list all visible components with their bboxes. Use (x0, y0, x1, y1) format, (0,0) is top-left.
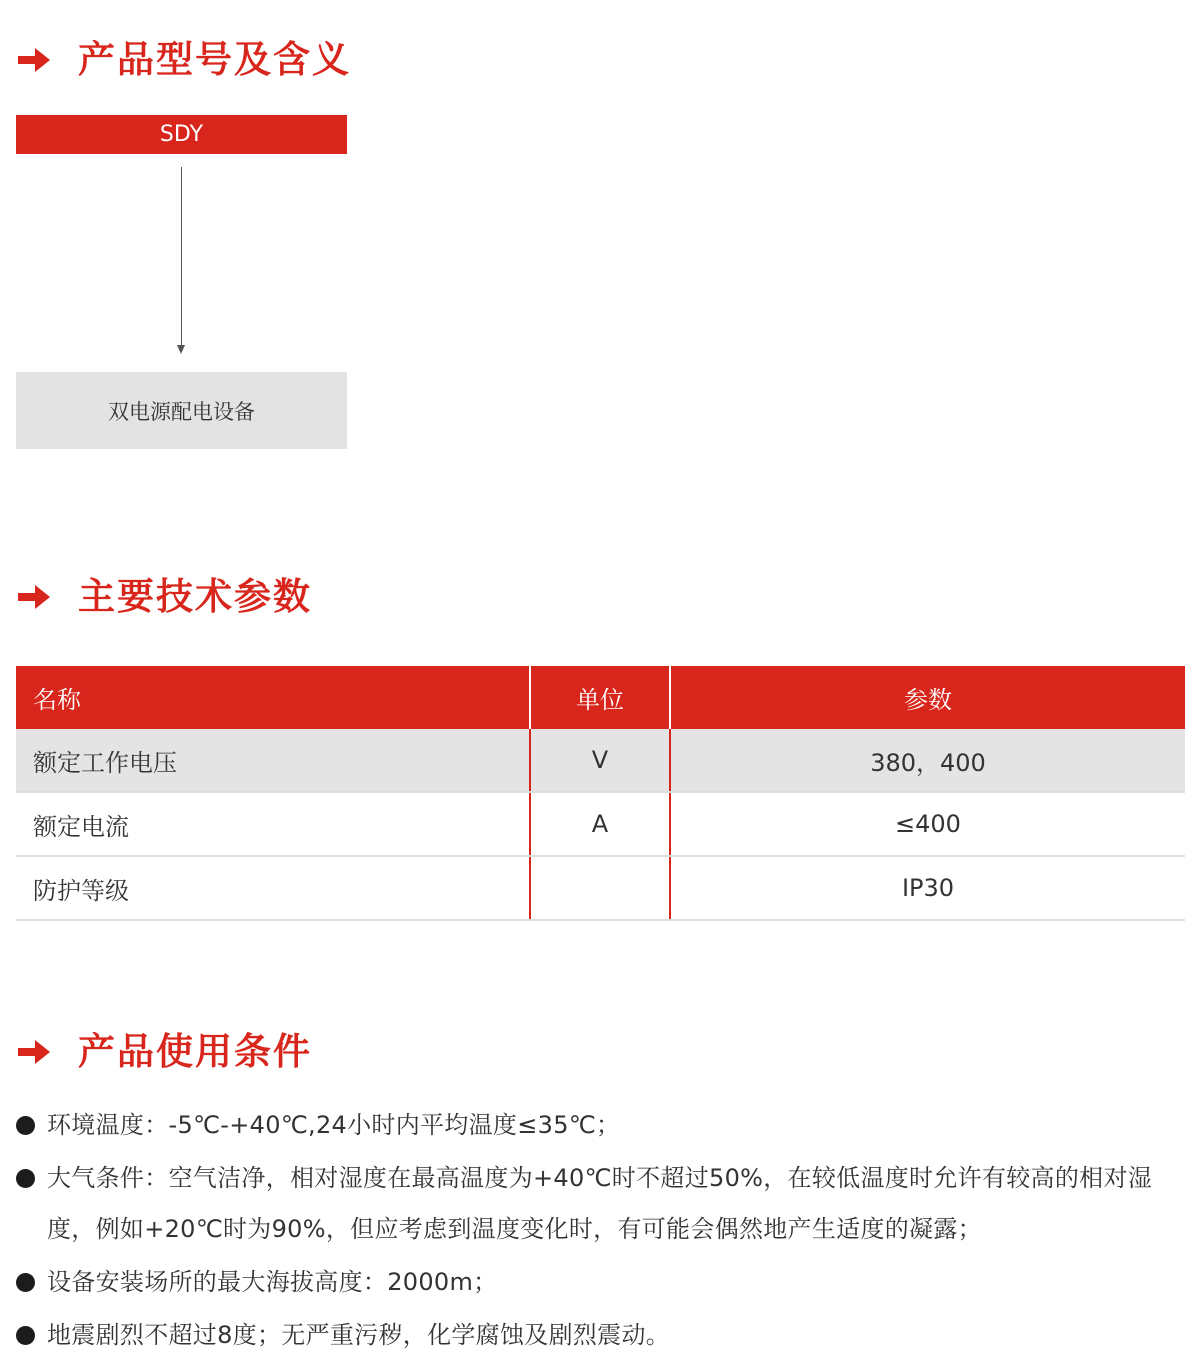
section-model-header (16, 36, 351, 84)
model-description-box: 双电源配电设备 (16, 372, 347, 449)
cell-value: 380，400 (670, 729, 1185, 792)
model-connector-line (181, 167, 182, 347)
arrow-right-icon (16, 1037, 52, 1067)
list-item (16, 1310, 1200, 1361)
condition-text: 设备安装场所的最大海拔高度：2000m； (47, 1268, 498, 1296)
condition-text: 环境温度：-5℃-+40℃,24小时内平均温度≤35℃； (47, 1111, 621, 1139)
cell-name: 额定电流 (16, 792, 530, 856)
cell-unit (530, 856, 670, 920)
list-item (16, 1153, 1200, 1255)
table-row (16, 729, 1185, 792)
model-code-bar: SDY (16, 115, 347, 154)
conditions-list (16, 1100, 1200, 1363)
table-header-row (16, 666, 1185, 729)
arrow-down-icon (177, 345, 185, 354)
header-value: 参数 (670, 666, 1185, 729)
cell-name: 防护等级 (16, 856, 530, 920)
arrow-right-icon (16, 582, 52, 612)
bullet-icon (16, 1273, 35, 1292)
section-conditions-header (16, 1028, 312, 1076)
header-name: 名称 (16, 666, 530, 729)
section-title-conditions: 产品使用条件 (78, 1030, 312, 1073)
arrow-right-icon (16, 45, 52, 75)
section-title-model: 产品型号及含义 (78, 38, 351, 81)
header-unit: 单位 (530, 666, 670, 729)
params-table (16, 666, 1185, 921)
table-row (16, 856, 1185, 920)
cell-unit: A (530, 792, 670, 856)
condition-text: 大气条件：空气洁净，相对湿度在最高温度为+40℃时不超过50%，在较低温度时允许有较高的相对湿度，例如+20℃时为90%，但应考虑到温度变化时，有可能会偶然地产生适度的凝露； (47, 1164, 1153, 1243)
condition-text: 地震剧烈不超过8度；无严重污秽，化学腐蚀及剧烈震动。 (47, 1321, 671, 1349)
cell-value: IP30 (670, 856, 1185, 920)
cell-value: ≤400 (670, 792, 1185, 856)
cell-name: 额定工作电压 (16, 729, 530, 792)
bullet-icon (16, 1326, 35, 1345)
list-item (16, 1257, 1200, 1308)
section-title-specs: 主要技术参数 (78, 575, 312, 618)
section-specs-header (16, 573, 312, 621)
table-row (16, 792, 1185, 856)
bullet-icon (16, 1116, 35, 1135)
bullet-icon (16, 1169, 35, 1188)
list-item (16, 1100, 1200, 1151)
cell-unit: V (530, 729, 670, 792)
